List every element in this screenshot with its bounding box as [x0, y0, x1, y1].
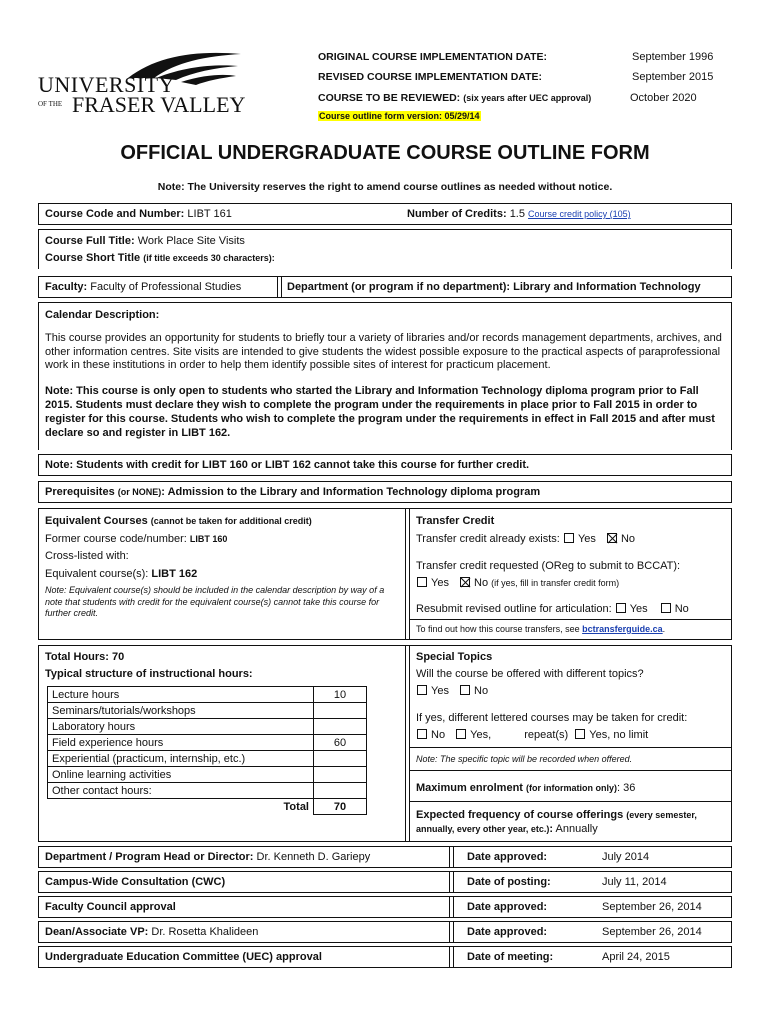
approval-value: Dr. Kenneth D. Gariepy [256, 851, 371, 863]
equiv-title-note: (cannot be taken for additional credit) [150, 516, 312, 526]
transfer-req-yes-checkbox[interactable] [417, 577, 427, 587]
credit-note: Note: Students with credit for LIBT 160 or LIBT 162 cannot take this course for further credit. [45, 459, 530, 471]
approval-date: April 24, 2015 [602, 951, 670, 963]
approval-row [38, 921, 732, 943]
prereq-note: (or NONE) [117, 487, 162, 497]
course-code-label: Course Code and Number: [45, 208, 185, 220]
short-title [45, 252, 275, 264]
lettered-no: No [431, 729, 446, 741]
hours-row-value[interactable] [314, 703, 367, 719]
resubmit [416, 603, 689, 615]
hours-row-label: Lecture hours [48, 687, 314, 703]
former-value: LIBT 160 [189, 534, 228, 544]
short-title-label: Course Short Title [45, 252, 141, 264]
max-enrolment [416, 782, 635, 794]
lettered-yes-checkbox[interactable] [456, 729, 466, 739]
rev-date-label: REVISED COURSE IMPLEMENTATION DATE: [318, 71, 543, 83]
resubmit-no-checkbox[interactable] [661, 603, 671, 613]
hours-total-value: 70 [314, 799, 367, 815]
logo-line2: FRASER VALLEY [72, 92, 246, 117]
logo-line1: UNIVERSITY [38, 72, 175, 97]
transfer-exists-no-checkbox[interactable] [607, 533, 617, 543]
faculty-value: Faculty of Professional Studies [90, 281, 242, 293]
resubmit-no: No [674, 603, 689, 615]
approval-label: Department / Program Head or Director: [45, 851, 254, 863]
equiv-course [45, 568, 197, 580]
approval-date: July 2014 [602, 851, 650, 863]
approval-date-label: Date approved: [467, 851, 548, 863]
prereq-label: Prerequisites [45, 486, 115, 498]
transfer-requested-label: Transfer credit requested (OReg to submit to BCCAT): [416, 560, 681, 572]
freq-label: Expected frequency of course offerings [416, 809, 624, 821]
offering-frequency [416, 808, 728, 836]
approval-label: Campus-Wide Consultation (CWC) [45, 876, 226, 888]
hours-total-label: Total [48, 799, 314, 815]
course-code-value: LIBT 161 [187, 208, 232, 220]
hours-structure-label: Typical structure of instructional hours: [45, 668, 253, 680]
credits-label: Number of Credits: [407, 208, 507, 220]
transfer-find [416, 624, 665, 634]
approval-authority [45, 876, 225, 888]
rev-date-value: September 2015 [632, 71, 714, 83]
resubmit-yes-checkbox[interactable] [616, 603, 626, 613]
hours-row-label: Field experience hours [48, 735, 314, 751]
transfer-find-end: . [662, 624, 666, 634]
freq-value: Annually [555, 823, 598, 835]
special-no: No [474, 685, 489, 697]
equiv-title [45, 515, 312, 527]
department [287, 281, 701, 293]
course-code-row [38, 203, 732, 225]
approval-label: Dean/Associate VP: [45, 926, 149, 938]
approval-date-label: Date of posting: [467, 876, 551, 888]
bctransferguide-link[interactable]: bctransferguide.ca [582, 624, 663, 634]
approval-authority [45, 926, 258, 938]
approval-authority [45, 951, 322, 963]
equiv-transfer-box [38, 508, 732, 640]
approval-value: Dr. Rosetta Khalideen [151, 926, 259, 938]
short-title-note: (if title exceeds 30 characters): [143, 253, 275, 263]
special-title: Special Topics [416, 651, 493, 663]
review-date-label: COURSE TO BE REVIEWED: [318, 92, 461, 104]
full-title-label: Course Full Title: [45, 235, 135, 247]
transfer-exists [416, 533, 635, 545]
calendar-box [38, 302, 732, 450]
special-lettered: If yes, different lettered courses may be taken for credit: [416, 712, 688, 724]
hours-row [48, 687, 367, 703]
former-course [45, 533, 227, 545]
approval-date: September 26, 2014 [602, 926, 702, 938]
hours-table [47, 686, 367, 815]
review-date-note: (six years after UEC approval) [463, 93, 592, 103]
approval-label: Undergraduate Education Committee (UEC) approval [45, 951, 322, 963]
resubmit-yes: Yes [629, 603, 648, 615]
credits [407, 208, 631, 220]
approval-date-label: Date of meeting: [467, 951, 554, 963]
hours-row-value[interactable] [314, 783, 367, 799]
lettered-nolimit: Yes, no limit [589, 729, 649, 741]
hours-row [48, 783, 367, 799]
hours-row-value[interactable] [314, 719, 367, 735]
logo-of-the: OF THE [38, 100, 63, 108]
calendar-label: Calendar Description: [45, 309, 160, 321]
special-italic-note: Note: The specific topic will be recorded when offered. [416, 754, 633, 764]
total-hours-value: 70 [112, 651, 125, 663]
hours-total-row [48, 799, 367, 815]
hours-row-label: Other contact hours: [48, 783, 314, 799]
total-hours-label: Total Hours: [45, 651, 109, 663]
transfer-req-no-checkbox[interactable] [460, 577, 470, 587]
hours-row-label: Laboratory hours [48, 719, 314, 735]
hours-special-box [38, 645, 732, 842]
total-hours [45, 651, 124, 663]
university-logo [36, 48, 246, 118]
lettered-repeat: repeat(s) [524, 729, 569, 741]
approval-date: July 11, 2014 [602, 876, 667, 888]
lettered-yes: Yes, [470, 729, 492, 741]
dept-label: Department (or program if no department): [287, 281, 511, 293]
hours-row [48, 719, 367, 735]
transfer-req-yes: Yes [431, 577, 449, 589]
approval-date: September 26, 2014 [602, 901, 702, 913]
prereq-row [38, 481, 732, 503]
approval-row [38, 846, 732, 868]
special-no-checkbox[interactable] [460, 685, 470, 695]
max-label: Maximum enrolment [416, 782, 523, 794]
special-options [416, 729, 648, 741]
transfer-exists-yes-checkbox[interactable] [564, 533, 574, 543]
hours-row-label: Online learning activities [48, 767, 314, 783]
transfer-req-no: No [474, 577, 489, 589]
form-version: Course outline form version: 05/29/14 [319, 111, 480, 121]
prereq-value: : Admission to the Library and Information Technology diploma program [161, 486, 541, 498]
special-yes-checkbox[interactable] [417, 685, 427, 695]
approval-row [38, 896, 732, 918]
page-title: OFFICIAL UNDERGRADUATE COURSE OUTLINE FORM [120, 142, 650, 164]
max-value: : 36 [617, 782, 636, 794]
transfer-req-note: (if yes, fill in transfer credit form) [491, 578, 620, 588]
review-date-value: October 2020 [630, 92, 697, 104]
cross-listed: Cross-listed with: [45, 550, 129, 562]
freq-note: (every semester, annually, every other year, etc.) [416, 810, 697, 834]
transfer-title: Transfer Credit [416, 515, 495, 527]
hours-row [48, 751, 367, 767]
approval-label: Faculty Council approval [45, 901, 176, 913]
equiv-label: Equivalent course(s): [45, 568, 149, 580]
transfer-find-text: To find out how this course transfers, see [416, 624, 580, 634]
credit-policy-link[interactable]: Course credit policy (105) [528, 209, 631, 219]
hours-row-value[interactable]: 10 [314, 687, 367, 703]
credit-note-row [38, 454, 732, 476]
faculty-row [38, 276, 732, 298]
hours-row-value[interactable] [314, 751, 367, 767]
transfer-exists-no: No [620, 533, 636, 545]
transfer-exists-yes: Yes [577, 533, 596, 545]
former-label: Former course code/number: [45, 533, 187, 545]
approval-date-label: Date approved: [467, 901, 548, 913]
full-title [45, 235, 245, 247]
special-question: Will the course be offered with different topics? [416, 668, 644, 680]
calendar-desc: This course provides an opportunity for students to briefly tour a variety of libraries and/or records management departments, archives, and other information centres. Site visits are intended to give students the widest possible exposure to the practical aspects of paraprofessional work in these institutions in order to help them identify possible sites of interest for practicum placement. [45, 332, 722, 371]
max-note: (for information only) [526, 783, 618, 793]
equiv-title-label: Equivalent Courses [45, 515, 148, 527]
hours-row [48, 703, 367, 719]
review-date-row [318, 92, 591, 104]
orig-date-value: September 1996 [632, 51, 714, 63]
special-yn [416, 685, 488, 697]
hours-row-label: Experiential (practicum, internship, etc.) [48, 751, 314, 767]
approval-authority [45, 851, 370, 863]
calendar-note: Note: This course is only open to students who started the Library and Information Technology diploma program prior to Fall 2015. Students must declare they wish to complete the program under the requirements in place prior to Fall 2015 in order to register for this course. Students who wish to complete the program under the requirements in effect in Fall 2015 and after must declare so and register in LIBT 162. [45, 385, 715, 439]
lettered-nolimit-checkbox[interactable] [575, 729, 585, 739]
approval-authority [45, 901, 176, 913]
dept-value: Library and Information Technology [513, 281, 701, 293]
title-box [38, 229, 732, 269]
faculty [45, 281, 241, 293]
lettered-no-checkbox[interactable] [417, 729, 427, 739]
hours-row [48, 735, 367, 751]
special-yes: Yes [431, 685, 449, 697]
transfer-exists-label: Transfer credit already exists: [416, 533, 560, 545]
hours-row-value[interactable]: 60 [314, 735, 367, 751]
orig-date-label: ORIGINAL COURSE IMPLEMENTATION DATE: [318, 51, 548, 63]
hours-row-label: Seminars/tutorials/workshops [48, 703, 314, 719]
equiv-italic-note: Note: Equivalent course(s) should be included in the calendar description by way of a note that students with credit for the equivalent course(s) cannot take this course for further credit. [45, 585, 385, 618]
approval-row [38, 871, 732, 893]
prereq [45, 486, 540, 498]
freq-colon: : [549, 823, 554, 835]
amend-note: Note: The University reserves the right to amend course outlines as needed without notice. [157, 181, 613, 193]
resubmit-label: Resubmit revised outline for articulation: [416, 603, 612, 615]
equiv-value: LIBT 162 [151, 568, 198, 580]
transfer-requested [416, 577, 619, 589]
course-code [45, 208, 232, 220]
faculty-label: Faculty: [45, 281, 88, 293]
hours-row [48, 767, 367, 783]
credits-value: 1.5 [509, 208, 525, 220]
hours-row-value[interactable] [314, 767, 367, 783]
full-title-value: Work Place Site Visits [137, 235, 245, 247]
approval-row [38, 946, 732, 968]
approval-date-label: Date approved: [467, 926, 548, 938]
